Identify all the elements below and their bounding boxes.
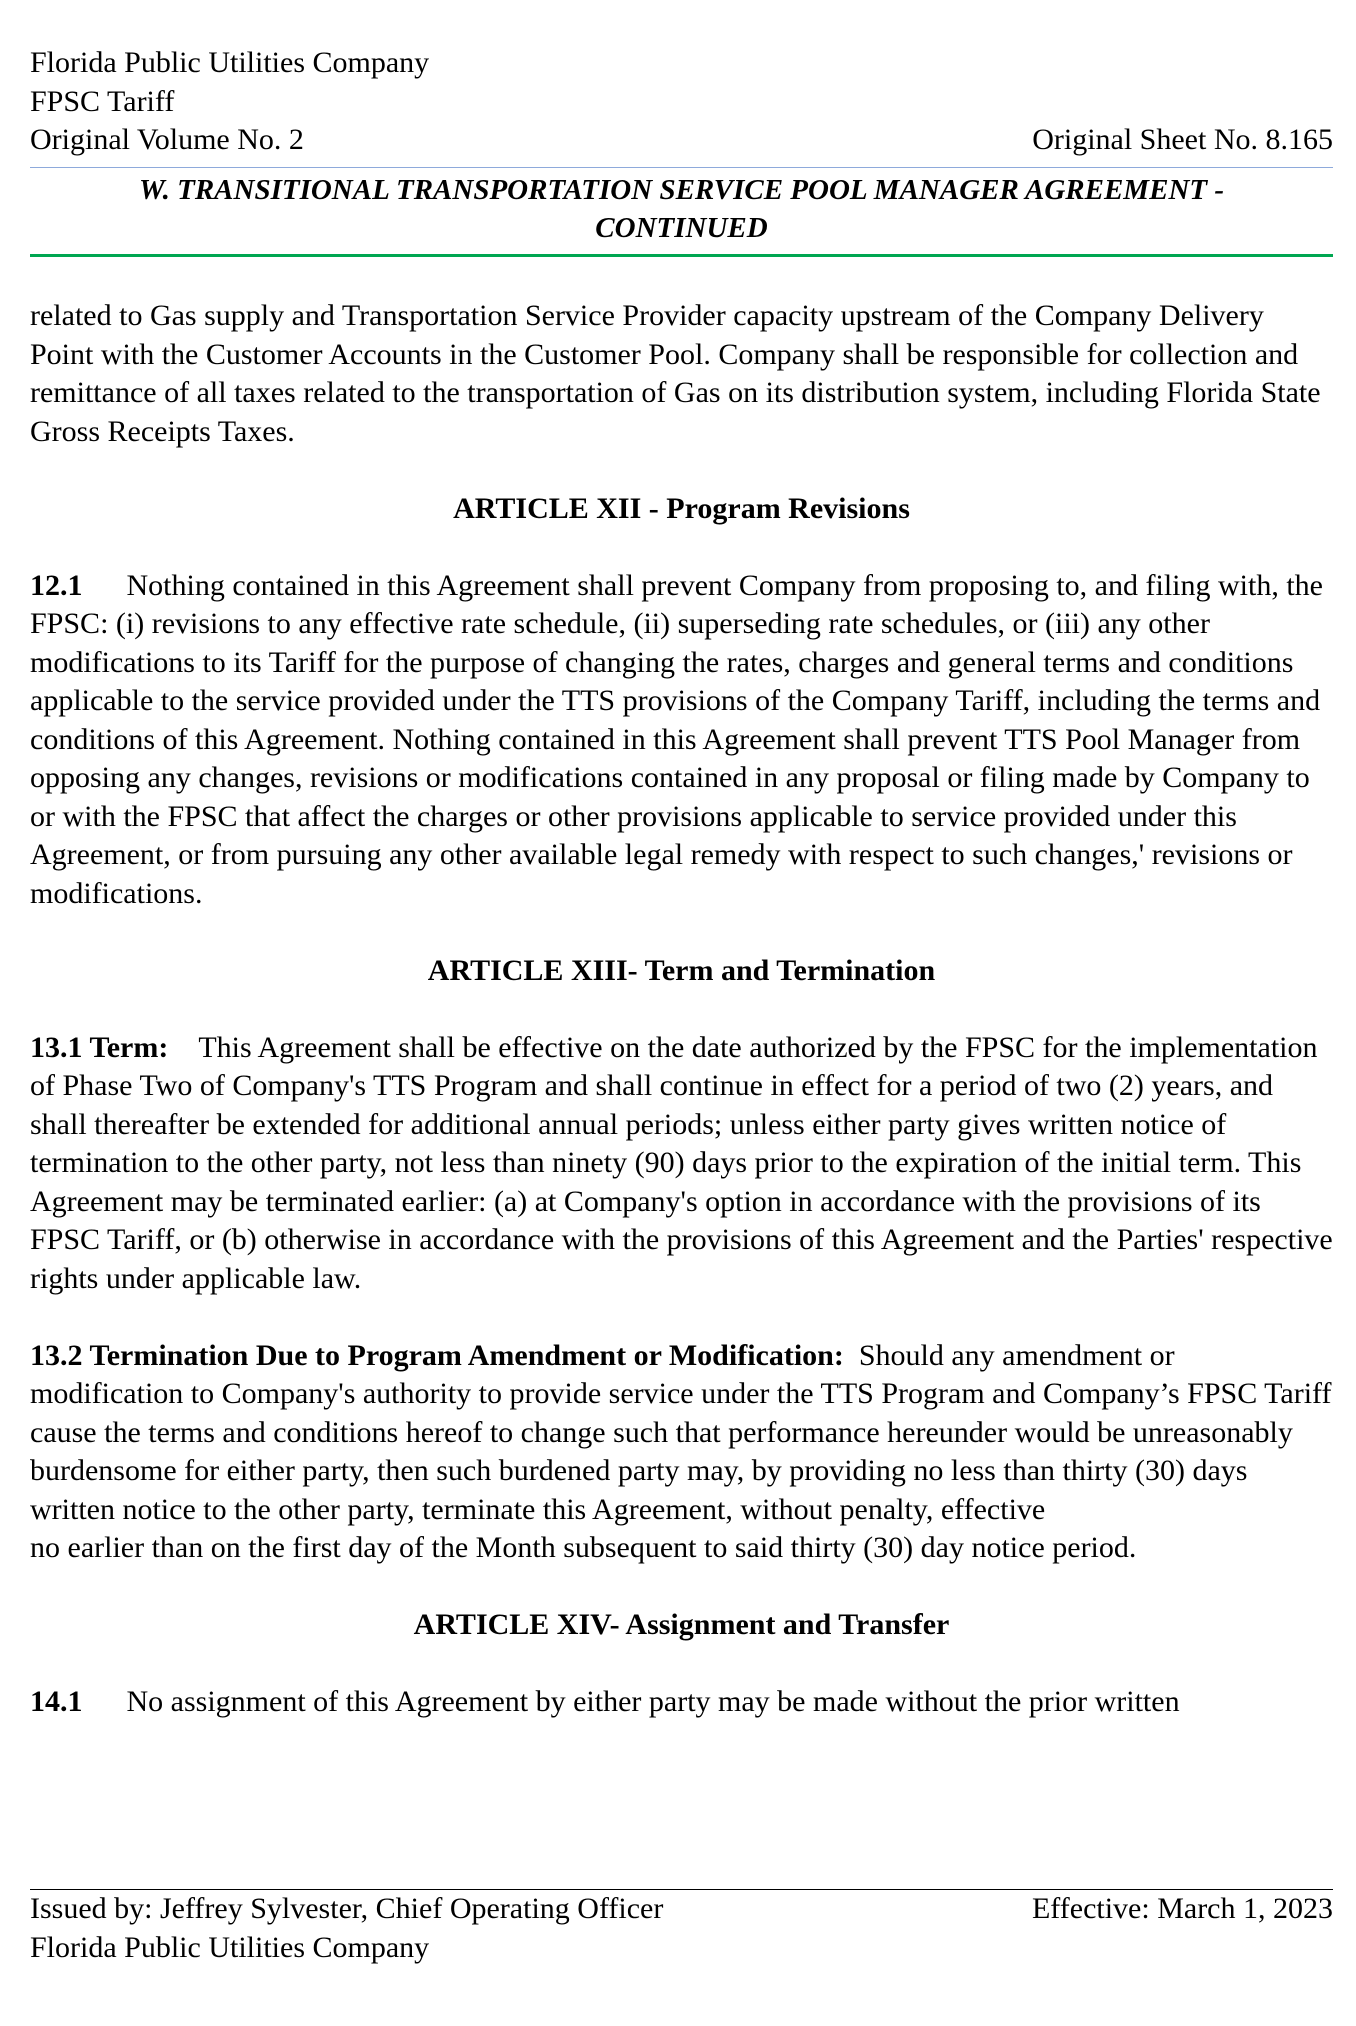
section-13-2-number: 13.2 Termination Due to Program Amendment or Modification: [30, 1338, 844, 1372]
intro-paragraph: related to Gas supply and Transportation Service Provider capacity upstream of the Company Delivery Point with the Customer Accounts in the Customer Pool. Company shall be responsible for collection and remittance of all taxes related to the transportation of Gas on its distribution system, including Florida State Gross Receipts Taxes. [30, 299, 1321, 448]
section-title [30, 171, 1333, 247]
section-13-2-continued: no earlier than on the first day of the Month subsequent to said thirty (30) day notice period. [30, 1531, 1137, 1564]
header-company: Florida Public Utilities Company [30, 46, 430, 79]
header-volume: Original Volume No. 2 [30, 123, 304, 156]
page-footer [30, 1890, 1333, 1967]
section-13-2 [30, 1337, 1333, 1530]
footer-effective-date: Effective: March 1, 2023 [1031, 1892, 1333, 1925]
footer-company: Florida Public Utilities Company [30, 1930, 430, 1964]
tariff-page [30, 0, 1333, 2026]
page-header [30, 44, 1333, 160]
section-title-line-2: CONTINUED [595, 212, 768, 244]
article-xiii-heading: ARTICLE XIII- Term and Termination [427, 953, 936, 987]
section-13-1-number: 13.1 Term: [30, 1030, 169, 1064]
footer-issued-by: Issued by: Jeffrey Sylvester, Chief Operating Officer [30, 1892, 664, 1925]
section-12-1-number: 12.1 [30, 568, 83, 602]
section-12-1-text: Nothing contained in this Agreement shall prevent Company from proposing to, and filing with, the FPSC: (i) revisions to any effective rate schedule, (ii) superseding rate schedules, or (iii) any other modifications to its Tariff for the purpose of changing the rates, charges and general terms and conditions applicable to the service provided under the TTS provisions of the Company Tariff, including the terms and conditions of this Agreement. Nothing contained in this Agreement shall prevent TTS Pool Manager from opposing any changes, revisions or modifications contained in any proposal or filing made by Company to or with the FPSC that affect the charges or other provisions applicable to service provided under this Agreement, or from pursuing any other available legal remedy with respect to such changes,' revisions or modifications. [30, 568, 1323, 910]
section-13-1-text: This Agreement shall be effective on the date authorized by the FPSC for the implementation of Phase Two of Company's TTS Program and shall continue in effect for a period of two (2) years, and shall thereafter be extended for additional annual periods; unless either party gives written notice of termination to the other party, not less than ninety (90) days prior to the expiration of the initial term. This Agreement may be terminated earlier: (a) at Company's option in accordance with the provisions of its FPSC Tariff, or (b) otherwise in accordance with the provisions of this Agreement and the Parties' respective rights under applicable law. [30, 1030, 1333, 1295]
section-14-1-text: No assignment of this Agreement by either party may be made without the prior written [126, 1685, 1180, 1718]
header-divider [30, 167, 1333, 168]
header-volume-row [30, 121, 1333, 160]
section-14-1 [30, 1683, 1333, 1722]
section-13-2-text: Should any amendment or modification to Company's authority to provide service under the TTS Program and Company’s FPSC Tariff cause the terms and conditions hereof to change such that performance hereunder would be unreasonably burdensome for either party, then such burdened party may, by providing no less than thirty (30) days written notice to the other party, terminate this Agreement, without penalty, effective [30, 1338, 1332, 1526]
footer-issued-row [30, 1890, 1333, 1929]
document-body [30, 297, 1333, 1760]
section-14-1-number: 14.1 [30, 1685, 83, 1718]
header-tariff: FPSC Tariff [30, 84, 175, 118]
article-xii-heading: ARTICLE XII - Program Revisions [453, 491, 910, 525]
section-title-line-1: W. TRANSITIONAL TRANSPORTATION SERVICE POOL MANAGER AGREEMENT - [138, 174, 1225, 206]
section-13-1 [30, 1029, 1333, 1299]
section-12-1 [30, 567, 1333, 914]
header-sheet-number: Original Sheet No. 8.165 [1032, 123, 1333, 156]
article-xiv-heading: ARTICLE XIV- Assignment and Transfer [413, 1608, 950, 1641]
title-divider [30, 254, 1333, 257]
